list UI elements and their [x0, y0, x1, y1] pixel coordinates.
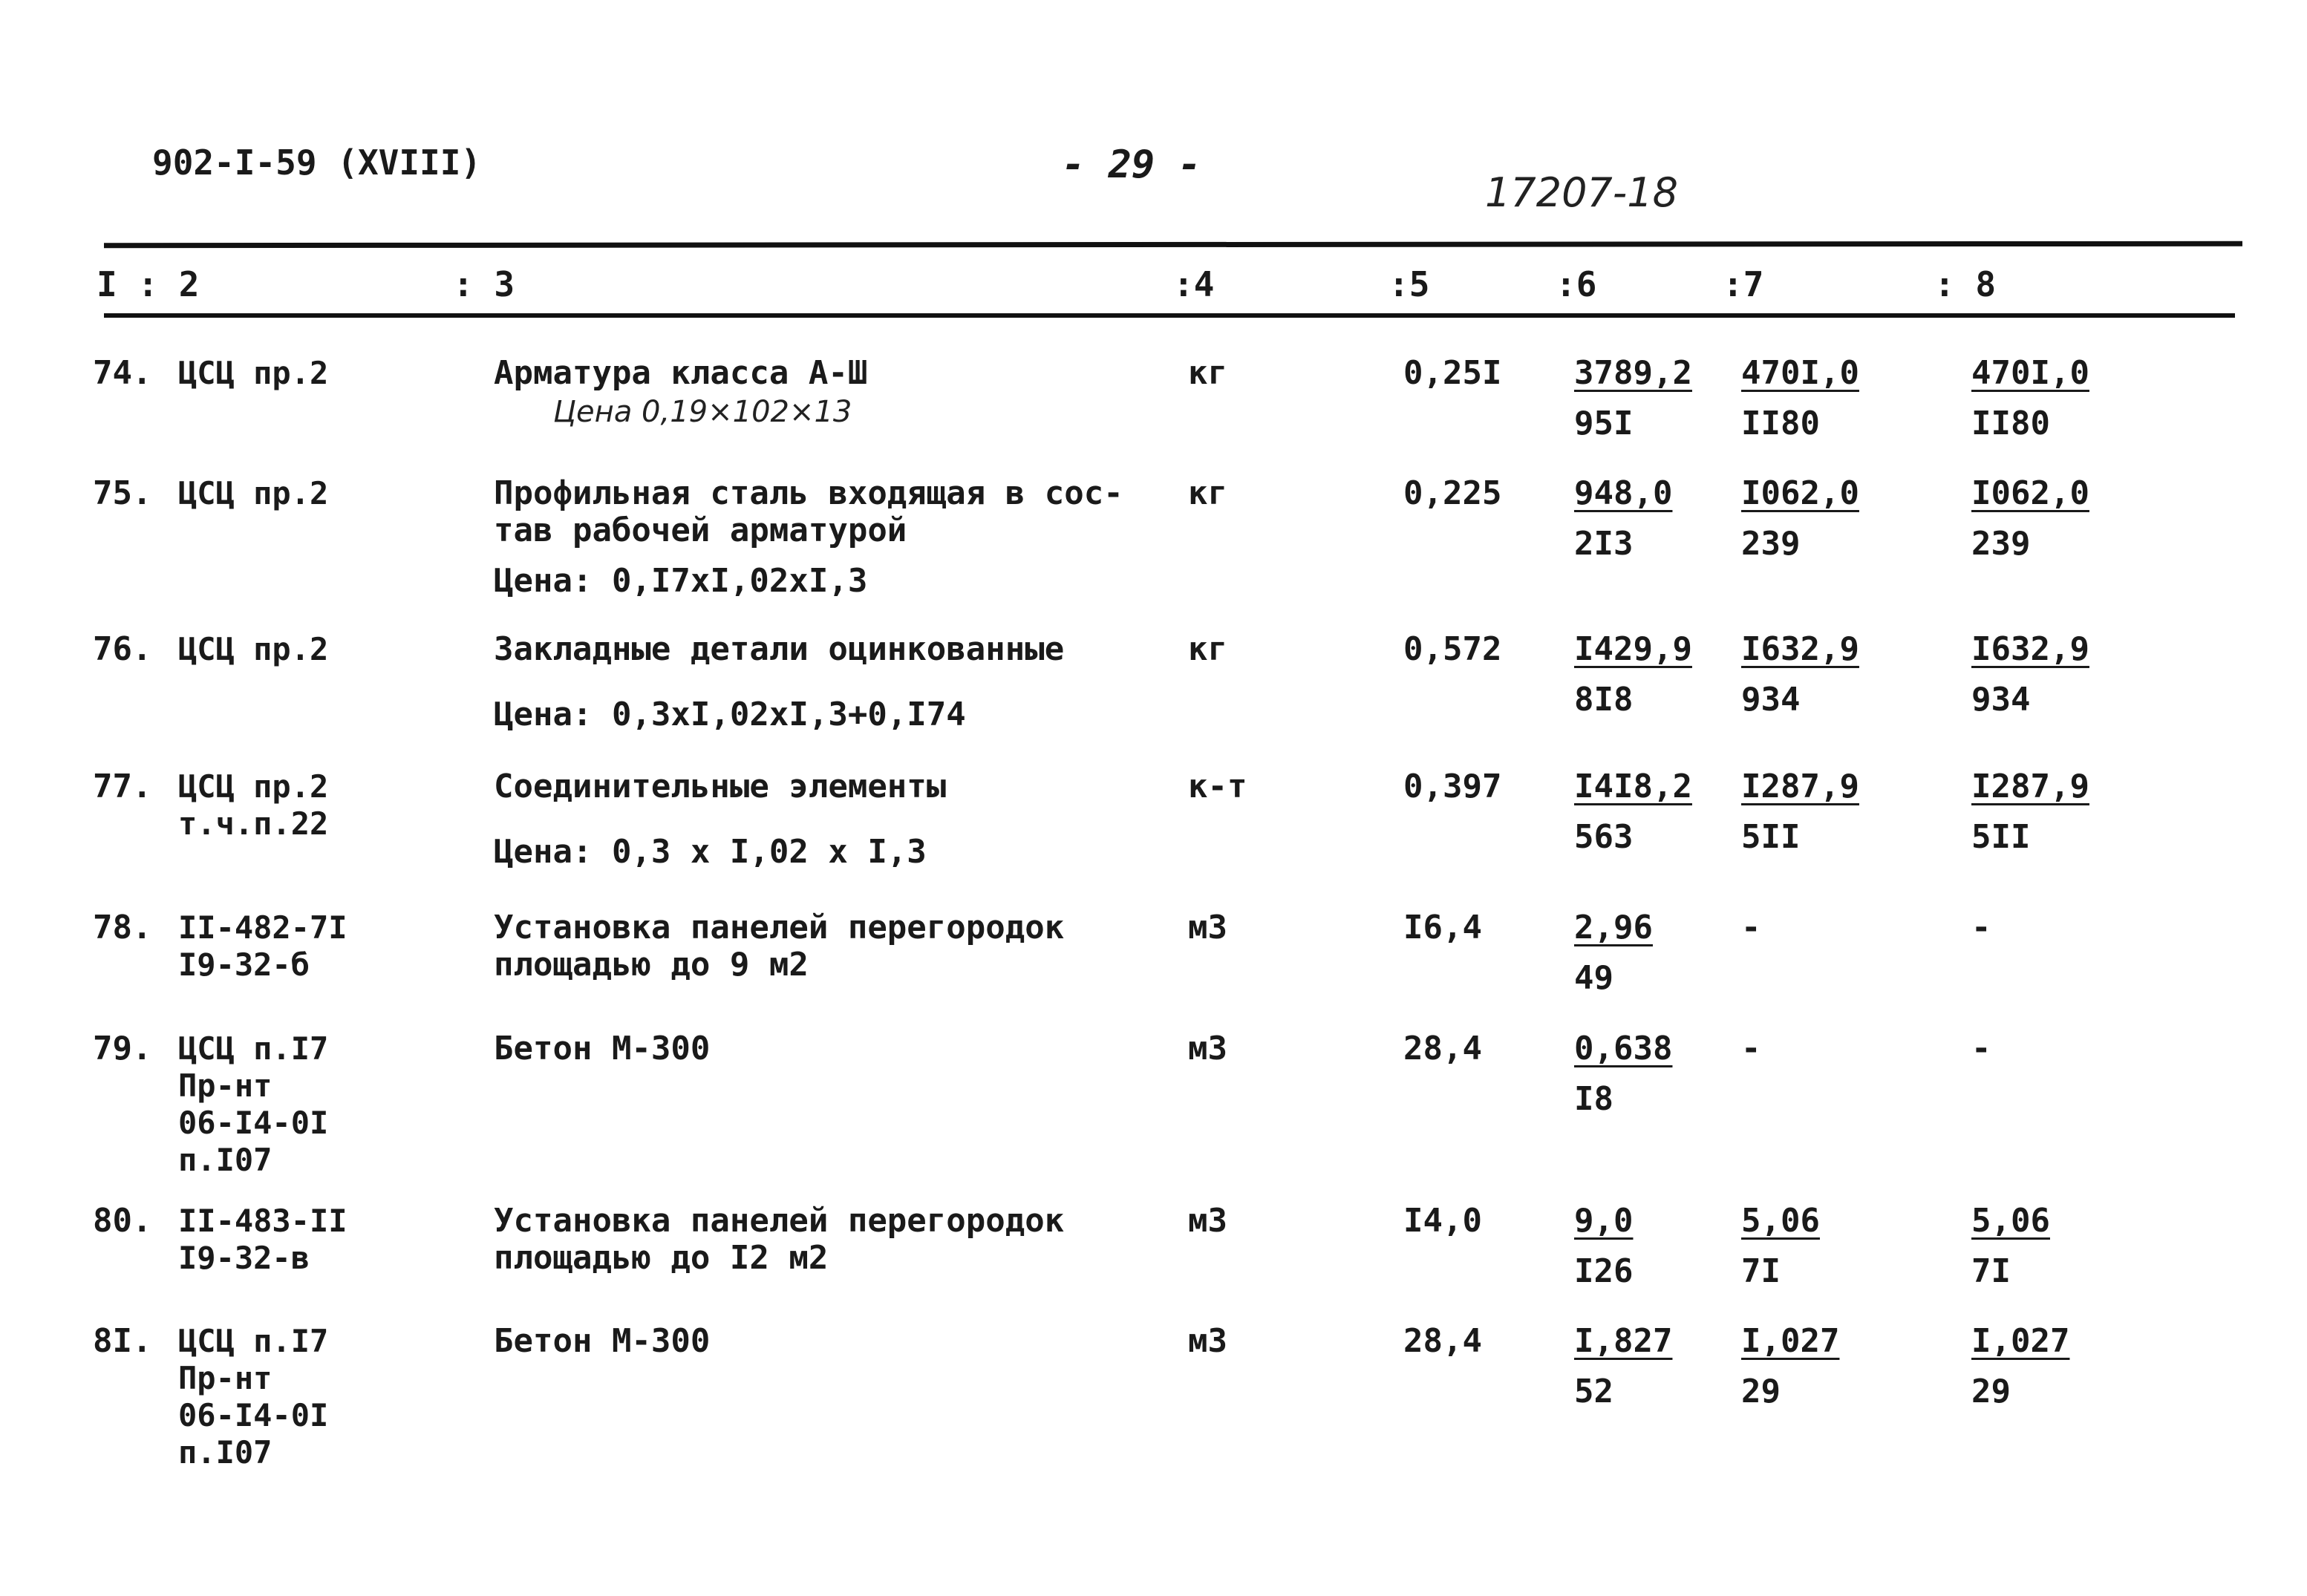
row-col7-subvalue: 239 — [1741, 525, 1801, 563]
row-price-note: Цена: 0,3 x I,02 x I,3 — [494, 833, 927, 871]
row-quantity: 0,397 — [1403, 768, 1502, 805]
row-quantity: I4,0 — [1403, 1202, 1482, 1240]
row-number: 77. — [93, 768, 152, 805]
row-quantity: I6,4 — [1403, 909, 1482, 946]
row-source: ЦСЦ пр.2 т.ч.п.22 — [178, 768, 329, 842]
document-code: 902-I-59 (XVIII) — [152, 143, 482, 183]
row-col8-subvalue: 5II — [1971, 818, 2031, 856]
row-col7-value: I,027 — [1741, 1322, 1840, 1360]
row-source: ЦСЦ пр.2 — [178, 475, 329, 511]
row-source: ЦСЦ п.I7 Пр-нт 06-I4-0I п.I07 — [178, 1323, 329, 1471]
column-header-4: :5 — [1389, 264, 1430, 304]
row-col6-subvalue: 49 — [1574, 959, 1613, 997]
row-col7-value: I062,0 — [1741, 474, 1859, 512]
row-col7-value: I632,9 — [1741, 630, 1859, 668]
row-col6-value: 3789,2 — [1574, 354, 1692, 392]
row-quantity: 28,4 — [1403, 1322, 1482, 1360]
row-unit: кг — [1188, 630, 1227, 668]
row-number: 8I. — [93, 1322, 152, 1360]
row-col8-subvalue: 934 — [1971, 681, 2031, 719]
row-number: 79. — [93, 1030, 152, 1067]
row-unit: м3 — [1188, 1030, 1227, 1067]
row-col6-subvalue: 563 — [1574, 818, 1634, 856]
row-price-note: Цена: 0,I7xI,02xI,3 — [494, 562, 868, 600]
row-col7-value: - — [1741, 1030, 1761, 1067]
page-number: - 29 - — [1062, 143, 1201, 187]
row-unit: к-т — [1188, 768, 1247, 805]
row-col8-subvalue: 239 — [1971, 525, 2031, 563]
row-quantity: 0,225 — [1403, 474, 1502, 512]
row-unit: кг — [1188, 474, 1227, 512]
row-col7-subvalue: 7I — [1741, 1252, 1781, 1290]
row-col7-value: 5,06 — [1741, 1202, 1820, 1240]
row-unit: кг — [1188, 354, 1227, 392]
row-unit: м3 — [1188, 909, 1227, 946]
column-header-5: :6 — [1556, 264, 1597, 304]
row-source: ЦСЦ п.I7 Пр-нт 06-I4-0I п.I07 — [178, 1030, 329, 1178]
column-header-7: : 8 — [1934, 264, 1997, 304]
row-source: ЦСЦ пр.2 — [178, 355, 329, 391]
column-header-1: I : 2 — [97, 264, 200, 304]
row-col7-subvalue: 29 — [1741, 1373, 1781, 1410]
top-rule — [104, 241, 2242, 249]
row-quantity: 0,25I — [1403, 354, 1502, 392]
row-source: II-483-II I9-32-в — [178, 1203, 347, 1276]
row-col8-value: I,027 — [1971, 1322, 2070, 1360]
row-col6-subvalue: I8 — [1574, 1080, 1613, 1118]
row-quantity: 0,572 — [1403, 630, 1502, 668]
row-description: Профильная сталь входящая в сос- тав рабочей арматурой — [494, 474, 1123, 549]
row-col8-value: - — [1971, 909, 1991, 946]
row-unit: м3 — [1188, 1202, 1227, 1240]
row-col6-value: 948,0 — [1574, 474, 1673, 512]
row-description: Закладные детали оцинкованные — [494, 630, 1065, 668]
row-col7-subvalue: II80 — [1741, 405, 1820, 442]
row-source: ЦСЦ пр.2 — [178, 631, 329, 667]
column-header-6: :7 — [1723, 264, 1764, 304]
row-col7-subvalue: 934 — [1741, 681, 1801, 719]
row-col6-subvalue: 95I — [1574, 405, 1634, 442]
row-description: Установка панелей перегородок площадью до 9 м2 — [494, 909, 1065, 984]
column-header-2: : 3 — [453, 264, 515, 304]
row-number: 74. — [93, 354, 152, 392]
row-col6-subvalue: 2I3 — [1574, 525, 1634, 563]
row-description: Арматура класса А-Ш — [494, 354, 868, 392]
row-col8-value: - — [1971, 1030, 1991, 1067]
row-price-note: Цена: 0,3xI,02xI,3+0,I74 — [494, 696, 966, 733]
row-col6-subvalue: I26 — [1574, 1252, 1634, 1290]
row-source: II-482-7I I9-32-б — [178, 909, 347, 983]
row-col6-subvalue: 52 — [1574, 1373, 1613, 1410]
row-description: Соединительные элементы — [494, 768, 947, 805]
column-header-3: :4 — [1173, 264, 1215, 304]
row-price-note: Цена 0,19×102×13 — [553, 395, 852, 429]
row-description: Бетон М-300 — [494, 1322, 711, 1360]
row-col8-subvalue: 29 — [1971, 1373, 2011, 1410]
row-col8-value: 470I,0 — [1971, 354, 2089, 392]
row-unit: м3 — [1188, 1322, 1227, 1360]
row-description: Бетон М-300 — [494, 1030, 711, 1067]
row-col7-value: - — [1741, 909, 1761, 946]
row-col6-value: 0,638 — [1574, 1030, 1673, 1067]
row-col6-value: 2,96 — [1574, 909, 1653, 946]
row-col8-value: I287,9 — [1971, 768, 2089, 805]
row-col6-value: I,827 — [1574, 1322, 1673, 1360]
row-quantity: 28,4 — [1403, 1030, 1482, 1067]
row-col6-value: I429,9 — [1574, 630, 1692, 668]
row-description: Установка панелей перегородок площадью до I2 м2 — [494, 1202, 1065, 1277]
handwritten-number: 17207-18 — [1485, 169, 1678, 216]
row-col7-subvalue: 5II — [1741, 818, 1801, 856]
row-col6-subvalue: 8I8 — [1574, 681, 1634, 719]
row-number: 78. — [93, 909, 152, 946]
row-col8-subvalue: II80 — [1971, 405, 2050, 442]
row-number: 75. — [93, 474, 152, 512]
row-col8-value: I062,0 — [1971, 474, 2089, 512]
row-col7-value: 470I,0 — [1741, 354, 1859, 392]
row-col7-value: I287,9 — [1741, 768, 1859, 805]
row-number: 80. — [93, 1202, 152, 1240]
row-number: 76. — [93, 630, 152, 668]
row-col8-value: I632,9 — [1971, 630, 2089, 668]
row-col6-value: I4I8,2 — [1574, 768, 1692, 805]
row-col6-value: 9,0 — [1574, 1202, 1634, 1240]
row-col8-value: 5,06 — [1971, 1202, 2050, 1240]
header-rule — [104, 313, 2235, 318]
row-col8-subvalue: 7I — [1971, 1252, 2011, 1290]
